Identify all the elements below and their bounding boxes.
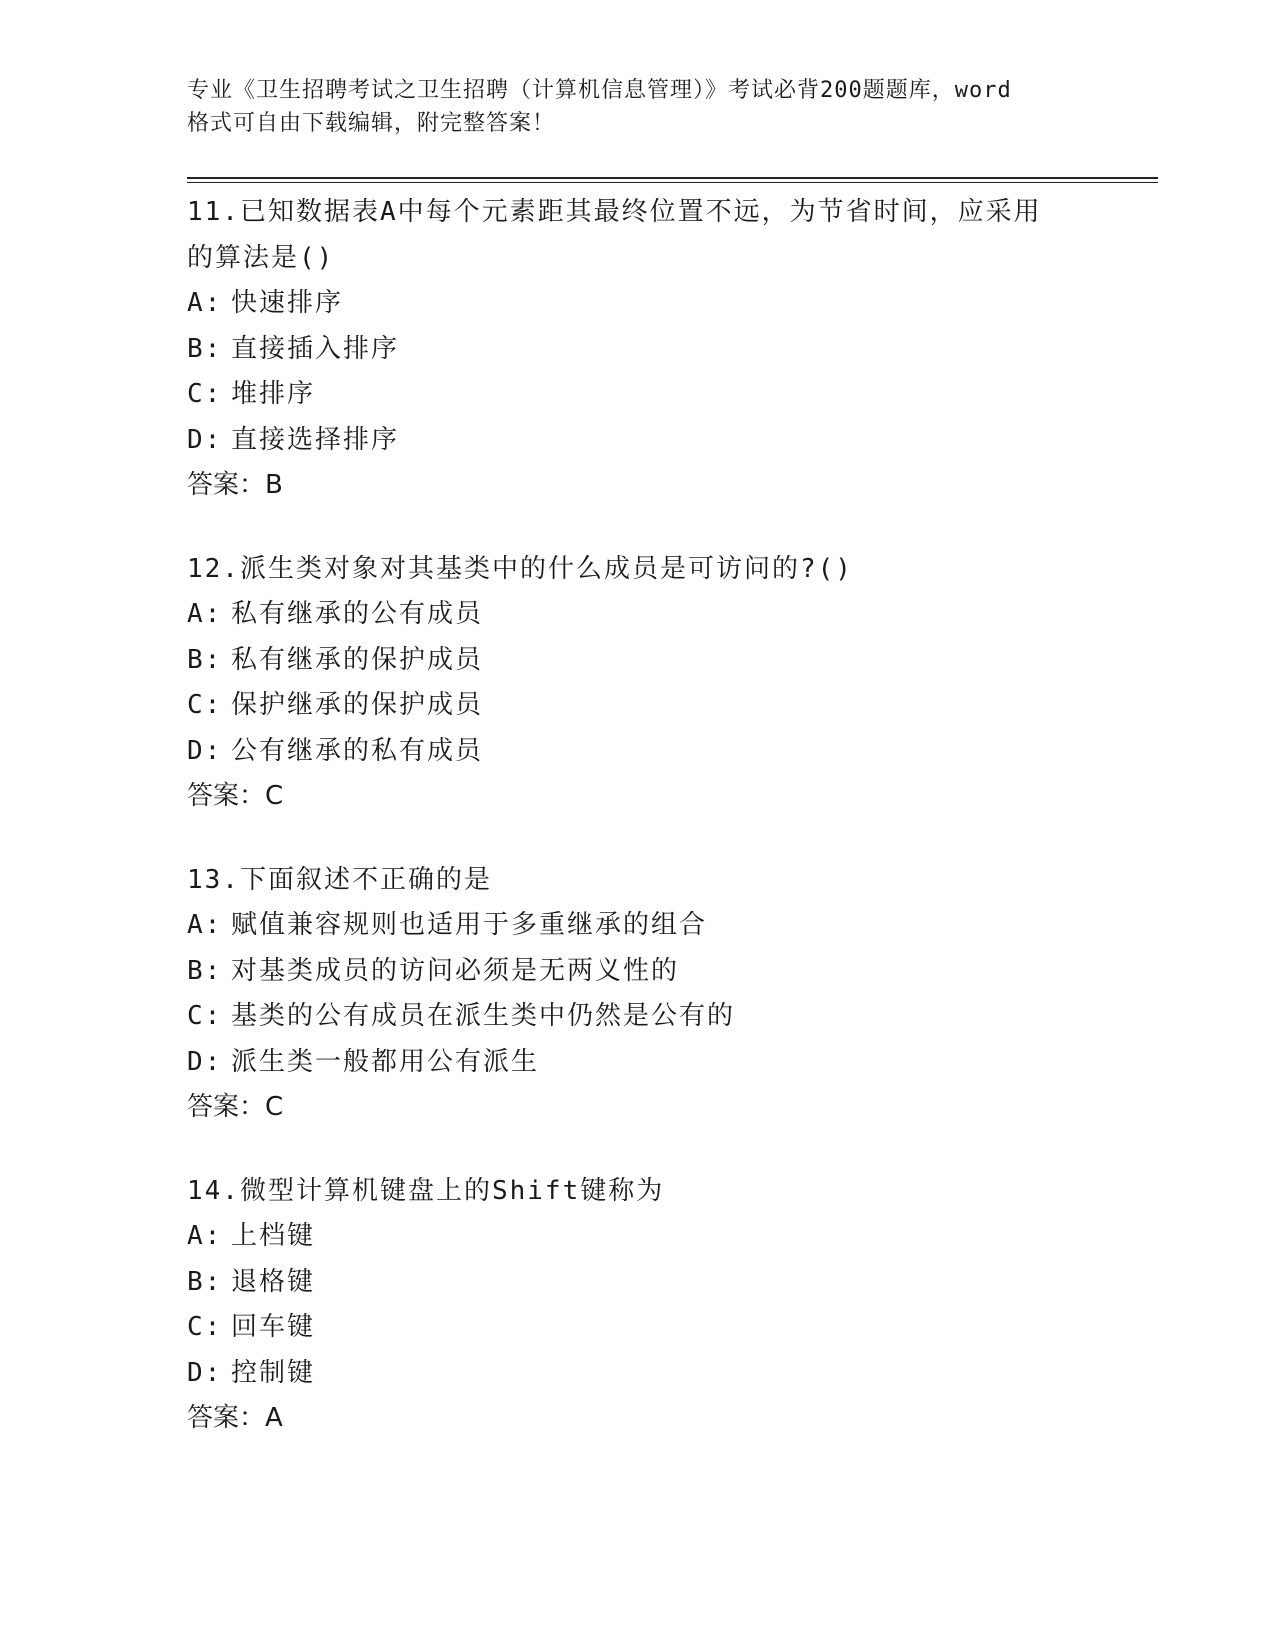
- option-letter: B:: [187, 1266, 223, 1297]
- option-a: [187, 592, 1087, 638]
- option-letter: D:: [187, 1357, 223, 1388]
- question-stem-line: 14.微型计算机键盘上的Shift键称为: [187, 1175, 665, 1206]
- question-stem: [187, 547, 1087, 593]
- option-letter: D:: [187, 424, 223, 455]
- option-text: 对基类成员的访问必须是无两义性的: [231, 955, 680, 986]
- question-stem-line: 12.派生类对象对其基类中的什么成员是可访问的?(): [187, 553, 853, 584]
- option-b: [187, 1260, 1087, 1306]
- answer-label: 答案：: [187, 1092, 266, 1122]
- question-list: [187, 190, 1087, 1480]
- option-text: 私有继承的公有成员: [231, 599, 484, 629]
- option-a: [187, 1214, 1087, 1260]
- option-text: 公有继承的私有成员: [231, 735, 484, 766]
- option-c: [187, 372, 1087, 418]
- question-12: [187, 547, 1087, 820]
- option-text: 堆排序: [231, 379, 316, 409]
- option-d: [187, 1351, 1087, 1397]
- option-text: 退格键: [231, 1266, 316, 1297]
- option-a: [187, 903, 1087, 949]
- answer-value: A: [265, 1403, 283, 1433]
- option-text: 直接插入排序: [231, 333, 400, 364]
- option-text: 上档键: [231, 1221, 316, 1251]
- option-b: [187, 949, 1087, 995]
- option-letter: B:: [187, 333, 223, 364]
- answer-line: [187, 463, 1087, 509]
- option-d: [187, 418, 1087, 464]
- option-text: 快速排序: [231, 288, 344, 318]
- question-14: [187, 1169, 1087, 1442]
- question-stem-line: 的算法是(): [187, 242, 335, 273]
- answer-label: 答案：: [187, 1403, 266, 1433]
- option-text: 保护继承的保护成员: [231, 690, 484, 720]
- option-letter: A:: [187, 910, 223, 940]
- question-11: [187, 190, 1087, 509]
- option-letter: C:: [187, 1312, 223, 1342]
- header-divider-thick: [187, 177, 1158, 179]
- answer-label: 答案：: [187, 781, 266, 811]
- header-line-2: 格式可自由下载编辑，附完整答案！: [187, 111, 556, 136]
- option-letter: B:: [187, 644, 223, 675]
- header-divider-thin: [187, 182, 1158, 183]
- option-d: [187, 1040, 1087, 1086]
- question-13: [187, 858, 1087, 1131]
- answer-line: [187, 1085, 1087, 1131]
- option-letter: C:: [187, 690, 223, 720]
- header-line-1: 专业《卫生招聘考试之卫生招聘（计算机信息管理）》考试必背200题题库，word: [187, 78, 1012, 103]
- option-d: [187, 729, 1087, 775]
- option-b: [187, 327, 1087, 373]
- option-letter: A:: [187, 1221, 223, 1251]
- answer-value: C: [265, 781, 284, 811]
- option-c: [187, 1305, 1087, 1351]
- option-a: [187, 281, 1087, 327]
- option-letter: B:: [187, 955, 223, 986]
- option-text: 回车键: [231, 1312, 316, 1342]
- option-c: [187, 683, 1087, 729]
- answer-value: C: [265, 1092, 284, 1122]
- option-letter: A:: [187, 288, 223, 318]
- document-header: [187, 74, 1087, 140]
- question-stem-line: 13.下面叙述不正确的是: [187, 864, 492, 895]
- answer-line: [187, 774, 1087, 820]
- answer-line: [187, 1396, 1087, 1442]
- question-stem: [187, 190, 1087, 281]
- question-stem: [187, 1169, 1087, 1215]
- option-letter: C:: [187, 379, 223, 409]
- option-text: 赋值兼容规则也适用于多重继承的组合: [231, 910, 708, 940]
- question-stem: [187, 858, 1087, 904]
- option-text: 私有继承的保护成员: [231, 644, 484, 675]
- option-letter: D:: [187, 1046, 223, 1077]
- option-letter: D:: [187, 735, 223, 766]
- answer-value: B: [265, 470, 283, 500]
- option-text: 控制键: [231, 1357, 316, 1388]
- option-b: [187, 638, 1087, 684]
- answer-label: 答案：: [187, 470, 266, 500]
- option-c: [187, 994, 1087, 1040]
- option-text: 直接选择排序: [231, 424, 400, 455]
- question-stem-line: 11.已知数据表A中每个元素距其最终位置不远，为节省时间，应采用: [187, 197, 1042, 227]
- option-letter: C:: [187, 1001, 223, 1031]
- option-text: 派生类一般都用公有派生: [231, 1046, 540, 1077]
- option-letter: A:: [187, 599, 223, 629]
- option-text: 基类的公有成员在派生类中仍然是公有的: [231, 1001, 736, 1031]
